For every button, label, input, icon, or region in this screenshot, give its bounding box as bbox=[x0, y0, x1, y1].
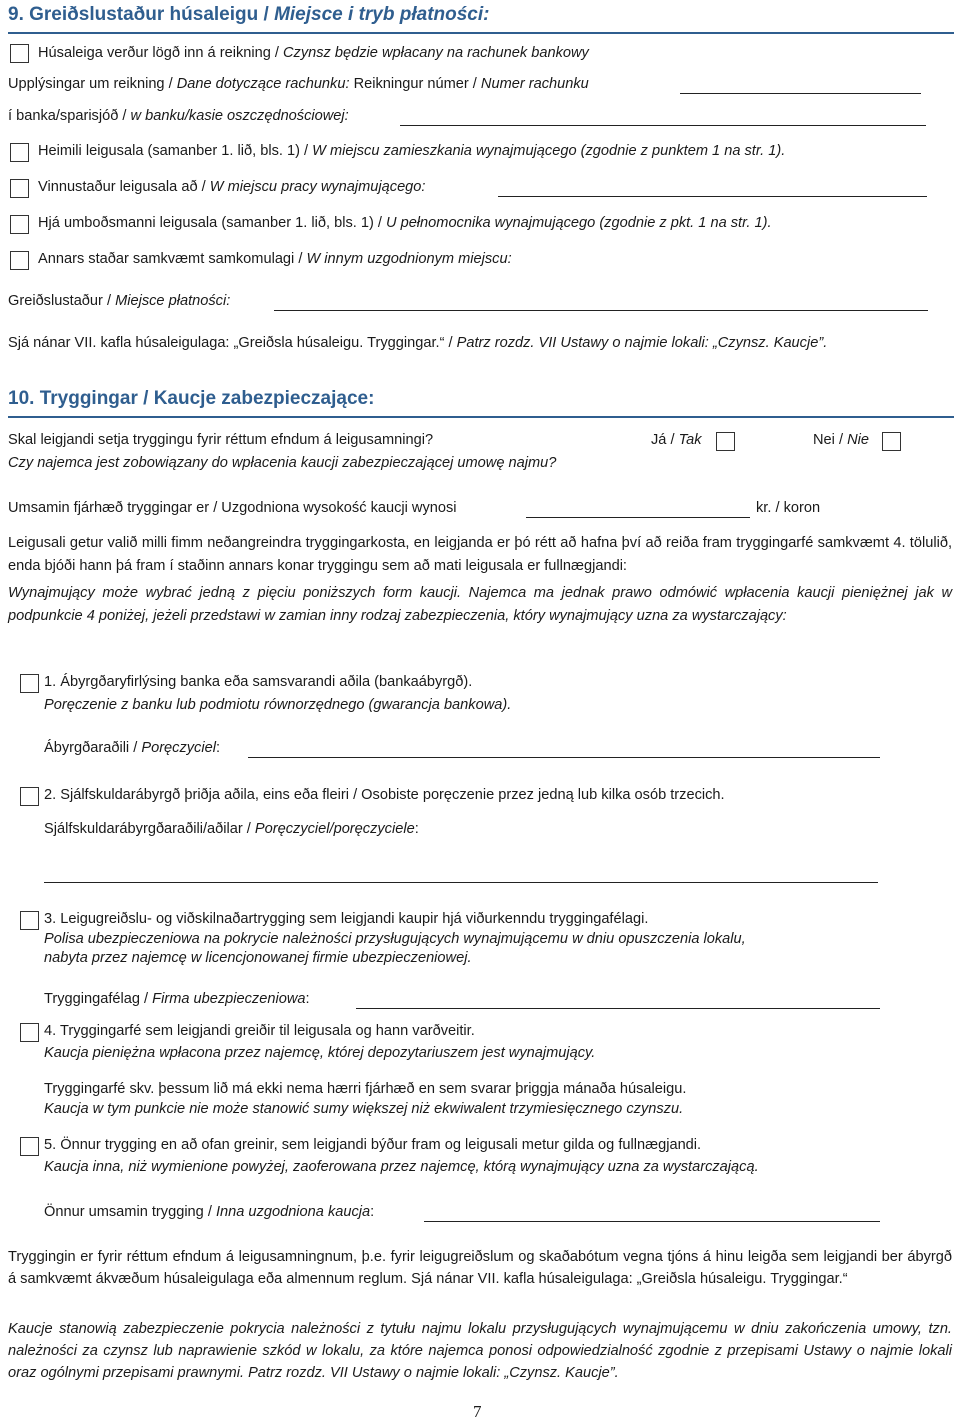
payment-place-label: Greiðslustaður / Miejsce płatności: bbox=[8, 293, 231, 309]
other-deposit-line[interactable] bbox=[424, 1221, 880, 1222]
option-landlord-agent: Hjá umboðsmanni leigusala (samanber 1. lið, bls. 1) / U pełnomocnika wynajmującego (zgodnie z pkt. 1 na str. 1). bbox=[38, 215, 772, 231]
option-1-pl: Poręczenie z banku lub podmiotu równorzędnego (gwarancja bankowa). bbox=[44, 697, 512, 713]
page-number: 7 bbox=[473, 1402, 482, 1421]
checkbox-bank-account[interactable] bbox=[10, 44, 29, 63]
see-more-chapter-vii: Sjá nánar VII. kafla húsaleigulaga: „Greiðsla húsaleigu. Tryggingar.“ / Patrz rozdz. VII Ustawy o najmie lokali: „Czynsz. Kaucje”. bbox=[8, 335, 828, 351]
intro-paragraph-pl: Wynajmujący może wybrać jedną z pięciu poniższych form kaucji. Najemca ma jednak prawo odmówić wpłacenia kaucji pieniężnej jak w podpunkcie 4 poniżej, jeżeli przedstawi w zamian inny rodzaj zabezpieczenia, który wynajmujący uzna za wystarczający: bbox=[8, 585, 952, 624]
section-9-rule bbox=[8, 32, 954, 34]
checkbox-option-4[interactable] bbox=[20, 1023, 39, 1042]
account-number-line[interactable] bbox=[680, 93, 921, 94]
option-4-note-is: Tryggingarfé skv. þessum lið má ekki nema hærri fjárhæð en sem svarar þriggja mánaða húsaleigu. bbox=[44, 1081, 687, 1097]
bank-label: í banka/sparisjóð / w banku/kasie oszczędnościowej: bbox=[8, 108, 349, 124]
section-10-rule bbox=[8, 416, 954, 418]
checkbox-landlord-agent[interactable] bbox=[10, 215, 29, 234]
checkbox-landlord-work[interactable] bbox=[10, 179, 29, 198]
closing-paragraph-is: Tryggingin er fyrir réttum efndum á leigusamningnum, þ.e. fyrir leigugreiðslum og skaðabótum vegna tjóns á hinu leigða sem leigjandi ber ábyrgð á samkvæmt ákvæðum húsaleigulaga eða almennum reglum. Sjá nánar VII. kafla húsaleigulaga: „Greiðsla húsaleigu. Tryggingar.“ bbox=[8, 1249, 952, 1287]
option-1-is: 1. Ábyrgðaryfirlýsing banka eða samsvarandi aðila (bankaábyrgð). bbox=[44, 674, 473, 690]
option-landlord-work: Vinnustaður leigusala að / W miejscu pracy wynajmującego: bbox=[38, 179, 426, 195]
checkbox-option-3[interactable] bbox=[20, 911, 39, 930]
deposit-amount-label: Umsamin fjárhæð tryggingar er / Uzgodniona wysokość kaucji wynosi bbox=[8, 500, 457, 516]
checkbox-option-2[interactable] bbox=[20, 787, 39, 806]
option-3-pl-line-2: nabyta przez najemcę w licencjonowanej firmie ubezpieczeniowej. bbox=[44, 950, 472, 966]
guarantor-line[interactable] bbox=[248, 757, 880, 758]
option-5-pl: Kaucja inna, niż wymienione powyżej, zaoferowana przez najemcę, którą wynajmujący uzna za wystarczającą. bbox=[44, 1159, 759, 1175]
guarantor-label: Ábyrgðaraðili / Poręczyciel: bbox=[44, 740, 221, 756]
option-other-place: Annars staðar samkvæmt samkomulagi / W innym uzgodnionym miejscu: bbox=[38, 251, 512, 267]
other-deposit-label: Önnur umsamin trygging / Inna uzgodniona kaucja: bbox=[44, 1204, 375, 1220]
checkbox-yes[interactable] bbox=[716, 432, 735, 451]
option-landlord-home: Heimili leigusala (samanber 1. lið, bls. 1) / W miejscu zamieszkania wynajmującego (zgodnie z punktem 1 na str. 1). bbox=[38, 143, 786, 159]
section-10-title: 10. Tryggingar / Kaucje zabezpieczające: bbox=[8, 388, 375, 409]
option-bank-account: Húsaleiga verður lögð inn á reikning / Czynsz będzie wpłacany na rachunek bankowy bbox=[38, 45, 589, 61]
option-4-note-pl: Kaucja w tym punkcie nie może stanowić sumy większej niż ekwiwalent trzymiesięcznego czynszu. bbox=[44, 1101, 684, 1117]
personal-guarantors-line[interactable] bbox=[44, 882, 878, 883]
section-9-title: 9. Greiðslustaður húsaleigu / Miejsce i tryb płatności: bbox=[8, 4, 490, 25]
option-4-pl: Kaucja pieniężna wpłacona przez najemcę, której depozytariuszem jest wynajmujący. bbox=[44, 1045, 596, 1061]
checkbox-other-place[interactable] bbox=[10, 251, 29, 270]
option-2-text: 2. Sjálfskuldarábyrgð þriðja aðila, eins eða fleiri / Osobiste poręczenie przez jedną lub kilka osób trzecich. bbox=[44, 787, 725, 803]
no-label: Nei / Nie bbox=[813, 432, 869, 448]
payment-place-line[interactable] bbox=[274, 310, 928, 311]
insurance-company-label: Tryggingafélag / Firma ubezpieczeniowa: bbox=[44, 991, 310, 1007]
deposit-amount-unit: kr. / koron bbox=[756, 500, 821, 516]
work-address-line[interactable] bbox=[498, 196, 927, 197]
checkbox-option-1[interactable] bbox=[20, 674, 39, 693]
personal-guarantors-label: Sjálfskuldarábyrgðaraðili/aðilar / Poręczyciel/poręczyciele: bbox=[44, 821, 419, 837]
checkbox-landlord-home[interactable] bbox=[10, 143, 29, 162]
option-3-pl-line-1: Polisa ubezpieczeniowa na pokrycie należności przysługujących wynajmującemu w dniu opuszczenia lokalu, bbox=[44, 931, 746, 947]
option-4-is: 4. Tryggingarfé sem leigjandi greiðir til leigusala og hann varðveitir. bbox=[44, 1023, 475, 1039]
option-3-is: 3. Leigugreiðslu- og viðskilnaðartrygging sem leigjandi kaupir hjá viðurkenndu tryggingafélagi. bbox=[44, 911, 649, 927]
checkbox-option-5[interactable] bbox=[20, 1137, 39, 1156]
account-info-label: Upplýsingar um reikning / Dane dotyczące rachunku: Reikningur númer / Numer rachunku bbox=[8, 76, 589, 92]
insurance-company-line[interactable] bbox=[356, 1008, 880, 1009]
checkbox-no[interactable] bbox=[882, 432, 901, 451]
intro-paragraph-is: Leigusali getur valið milli fimm neðangreindra tryggingarkosta, en leigjanda er þó rétt að hafna því að reiða fram tryggingarfé samkvæmt 4. tölulið, enda bjóði hann þá fram í staðinn annars konar tryggingu sem að mati leigusala er fullnægjandi: bbox=[8, 535, 952, 574]
bank-name-line[interactable] bbox=[400, 125, 926, 126]
closing-paragraph-pl: Kaucje stanowią zabezpieczenie pokrycia należności z tytułu najmu lokalu przysługujących wynajmującemu w dniu zakończenia umowy, tzn. należności za czynsz lub naprawienie szkód w lokalu, za które najemca ponosi odpowiedzialność zgodnie z przepisami Ustawy o najmie lokali oraz ogólnymi przepisami prawnymi. Patrz rozdz. VII Ustawy o najmie lokali: „Czynsz. Kaucje”. bbox=[8, 1321, 952, 1381]
option-5-is: 5. Önnur trygging en að ofan greinir, sem leigjandi býður fram og leigusali metur gilda og fullnægjandi. bbox=[44, 1137, 702, 1153]
deposit-amount-line[interactable] bbox=[526, 517, 750, 518]
deposit-question-is: Skal leigjandi setja tryggingu fyrir réttum efndum á leigusamningi? bbox=[8, 432, 434, 448]
deposit-question-pl: Czy najemca jest zobowiązany do wpłacenia kaucji zabezpieczającej umowę najmu? bbox=[8, 455, 557, 471]
yes-label: Já / Tak bbox=[651, 432, 702, 448]
